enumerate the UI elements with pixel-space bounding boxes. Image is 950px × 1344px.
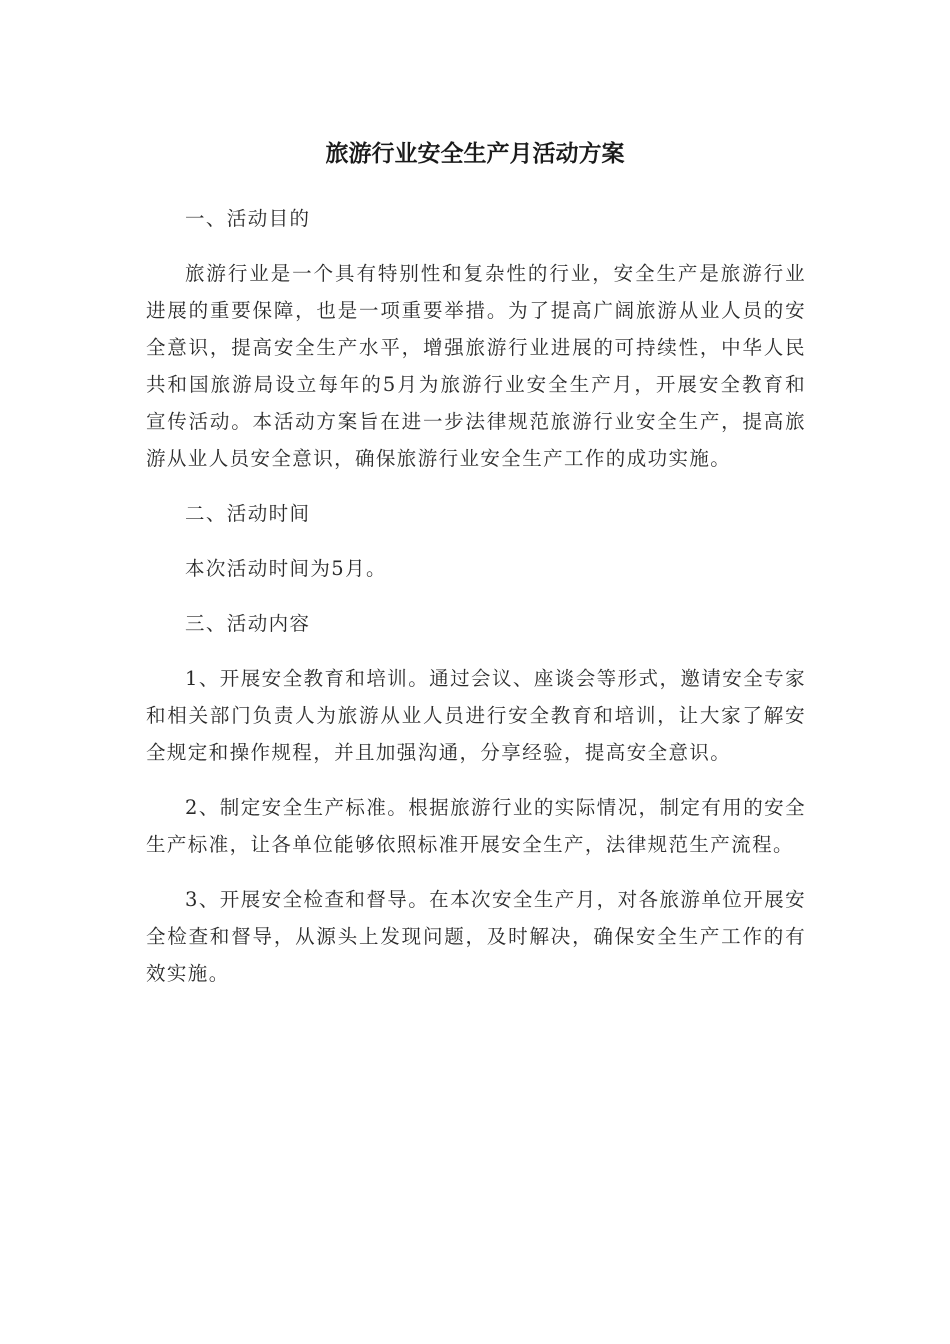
section-heading-content: 三、活动内容 (185, 612, 311, 635)
document-title: 旅游行业安全生产月活动方案 (325, 141, 625, 167)
paragraph-purpose: 旅游行业是一个具有特别性和复杂性的行业，安全生产是旅游行业进展的重要保障，也是一项重要举措。为了提高广阔旅游从业人员的安全意识，提高安全生产水平，增强旅游行业进展的可持续性，中华人民共和国旅游局设立每年的5月为旅游行业安全生产月，开展安全教育和宣传活动。本活动方案旨在进一步法律规范旅游行业安全生产，提高旅游从业人员安全意识，确保旅游行业安全生产工作的成功实施。 (146, 262, 806, 470)
document-body (146, 200, 806, 1010)
section-heading-purpose: 一、活动目的 (185, 207, 311, 230)
paragraph-content-item-3: 3、开展安全检查和督导。在本次安全生产月，对各旅游单位开展安全检查和督导，从源头上发现问题，及时解决，确保安全生产工作的有效实施。 (146, 888, 806, 985)
paragraph-time: 本次活动时间为5月。 (185, 557, 387, 580)
section-heading-time: 二、活动时间 (185, 502, 311, 525)
paragraph-content-item-1: 1、开展安全教育和培训。通过会议、座谈会等形式，邀请安全专家和相关部门负责人为旅游从业人员进行安全教育和培训，让大家了解安全规定和操作规程，并且加强沟通，分享经验，提高安全意识。 (146, 667, 806, 764)
paragraph-content-item-2: 2、制定安全生产标准。根据旅游行业的实际情况，制定有用的安全生产标准，让各单位能够依照标准开展安全生产，法律规范生产流程。 (146, 796, 806, 856)
